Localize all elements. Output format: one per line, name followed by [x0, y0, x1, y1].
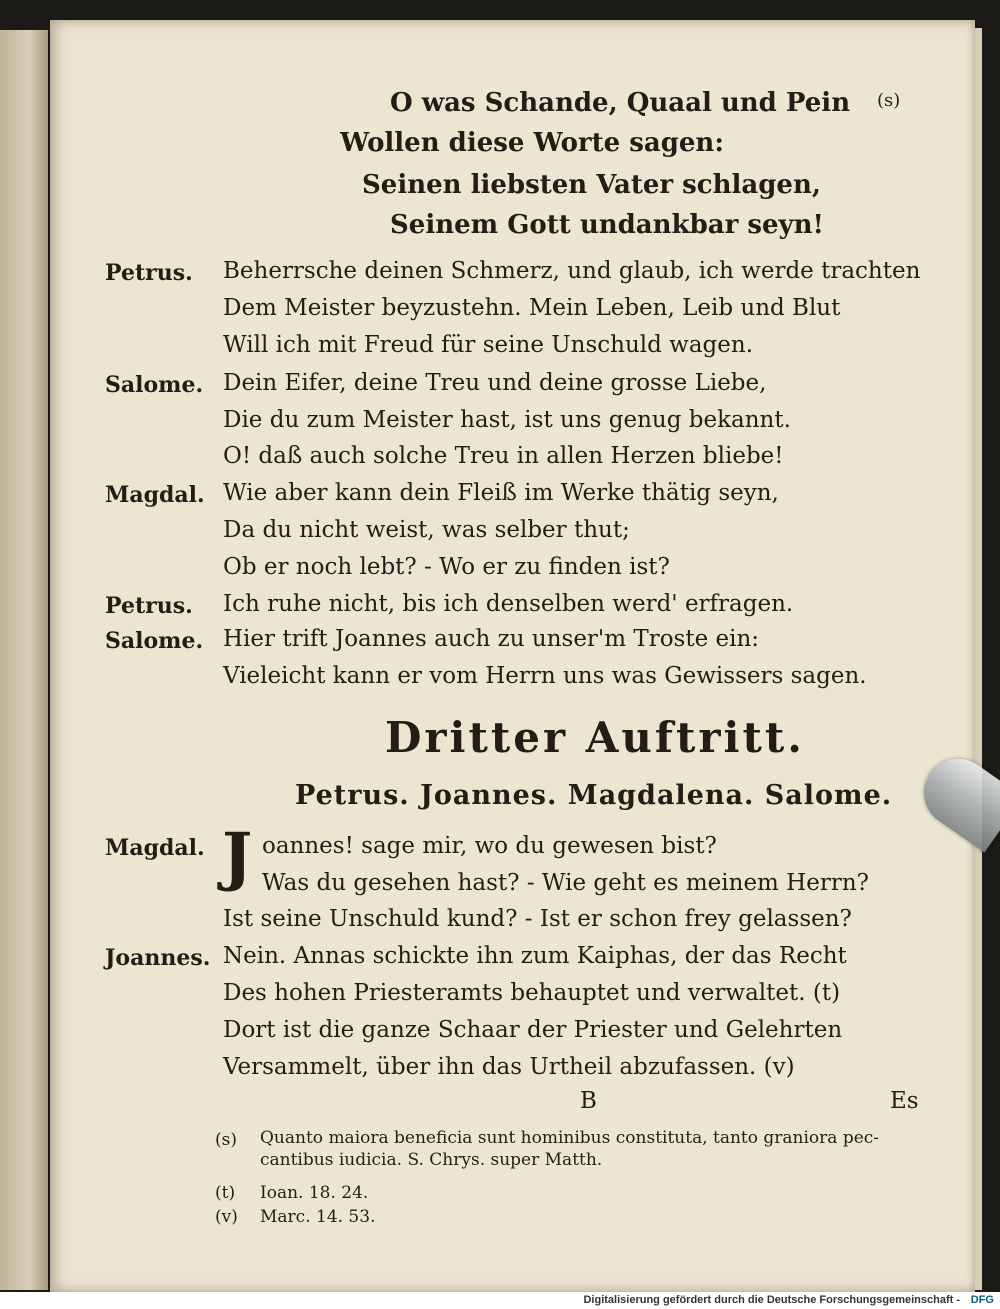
- speaker-label: Magdal.: [105, 482, 205, 508]
- verse-line-3: Seinen liebsten Vater schlagen,: [362, 170, 821, 200]
- footnote-text: Marc. 14. 53.: [260, 1207, 376, 1227]
- speaker-label: Petrus.: [105, 593, 193, 619]
- dialog-line: Die du zum Meister hast, ist uns genug bekannt.: [223, 407, 791, 433]
- speaker-label: Salome.: [105, 372, 204, 398]
- dialog-line: Hier trift Joannes auch zu unser'm Troste ein:: [223, 626, 760, 652]
- speaker-label: Magdal.: [105, 835, 205, 861]
- dialog-line: Des hohen Priesteramts behauptet und verwaltet. (t): [223, 980, 841, 1006]
- page-text: [50, 20, 975, 1292]
- footer-credit: Digitalisierung gefördert durch die Deutsche Forschungsgemeinschaft -: [583, 1294, 960, 1306]
- footnote-mark: (t): [215, 1183, 236, 1203]
- book-page: [50, 20, 975, 1292]
- verse-line-2: Wollen diese Worte sagen:: [340, 128, 724, 158]
- dialog-line: Dort ist die ganze Schaar der Priester und Gelehrten: [223, 1017, 843, 1043]
- footnote-ref-s: (s): [877, 90, 901, 111]
- dialog-line: Nein. Annas schickte ihn zum Kaiphas, der das Recht: [223, 943, 847, 969]
- footnote-text: Quanto maiora beneficia sunt hominibus constituta, tanto graniora pec-: [260, 1128, 880, 1148]
- drop-cap: J: [222, 819, 253, 894]
- dialog-line: Was du gesehen hast? - Wie geht es meinem Herrn?: [262, 870, 869, 896]
- speaker-label: Petrus.: [105, 260, 193, 286]
- speaker-label: Joannes.: [105, 945, 211, 971]
- footnote-text: cantibus iudicia. S. Chrys. super Matth.: [260, 1150, 603, 1170]
- verse-line-1: O was Schande, Quaal und Pein: [390, 88, 851, 118]
- verse-line-4: Seinem Gott undankbar seyn!: [390, 210, 824, 240]
- catchword: Es: [890, 1088, 919, 1114]
- footnote-mark: (v): [215, 1207, 238, 1227]
- dialog-line: Da du nicht weist, was selber thut;: [223, 517, 630, 543]
- dialog-line: Beherrsche deinen Schmerz, und glaub, ich werde trachten: [223, 258, 921, 284]
- left-page-edge: [0, 30, 48, 1290]
- scene-cast: Petrus. Joannes. Magdalena. Salome.: [295, 780, 893, 811]
- dialog-line: Dein Eifer, deine Treu und deine grosse Liebe,: [223, 370, 767, 396]
- dialog-line: Will ich mit Freud für seine Unschuld wagen.: [223, 332, 753, 358]
- speaker-label: Salome.: [105, 628, 204, 654]
- dialog-line: Dem Meister beyzustehn. Mein Leben, Leib und Blut: [223, 295, 841, 321]
- dialog-line: O! daß auch solche Treu in allen Herzen bliebe!: [223, 443, 784, 469]
- footnote-mark: (s): [215, 1130, 237, 1150]
- dialog-line: Versammelt, über ihn das Urtheil abzufassen. (v): [223, 1054, 795, 1080]
- dialog-line: Ob er noch lebt? - Wo er zu finden ist?: [223, 554, 670, 580]
- dialog-line: oannes! sage mir, wo du gewesen bist?: [262, 833, 717, 859]
- footnote-text: Ioan. 18. 24.: [260, 1183, 369, 1203]
- scene-heading: Dritter Auftritt.: [385, 713, 805, 762]
- dialog-line: Vieleicht kann er vom Herrn uns was Gewissers sagen.: [223, 663, 867, 689]
- dialog-line: Wie aber kann dein Fleiß im Werke thätig seyn,: [223, 480, 779, 506]
- dfg-logo: DFG: [970, 1294, 994, 1306]
- dialog-line: Ist seine Unschuld kund? - Ist er schon frey gelassen?: [223, 906, 852, 932]
- dialog-line: Ich ruhe nicht, bis ich denselben werd' erfragen.: [223, 591, 794, 617]
- signature-mark: B: [580, 1088, 597, 1114]
- page-fore-edge: [974, 28, 982, 1290]
